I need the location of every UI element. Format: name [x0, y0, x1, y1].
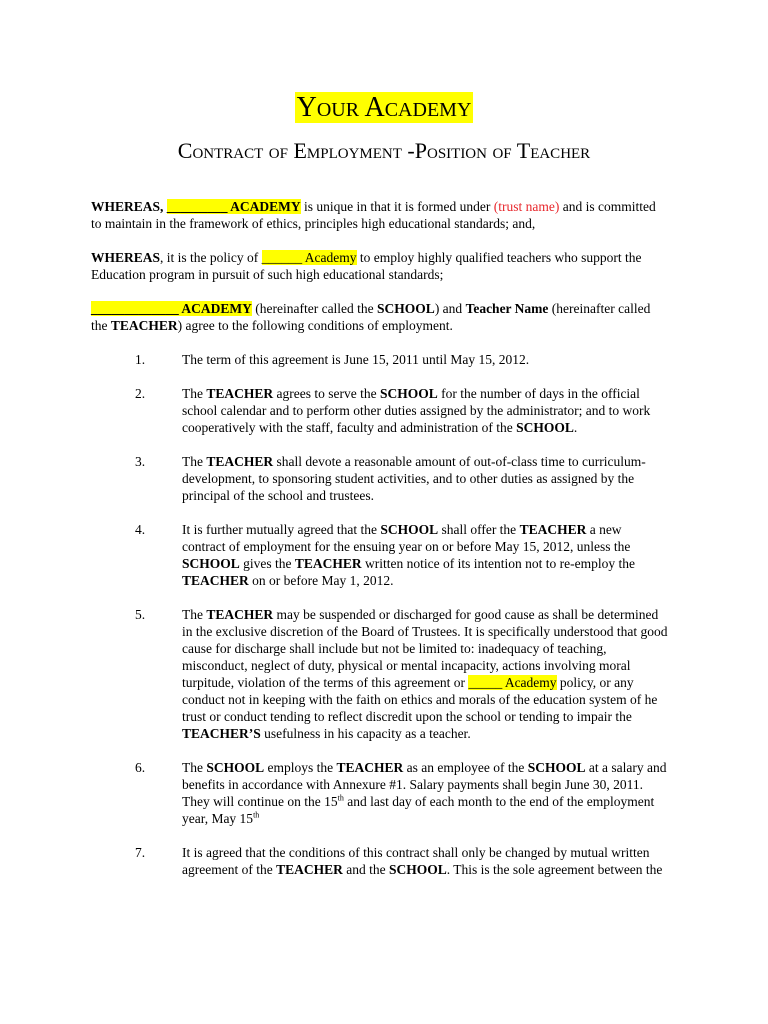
text-run: to employ highly qualified teachers who support the Education program in pursuit of such high educational standards; [91, 250, 642, 282]
clause-number: 5. [135, 607, 146, 622]
text-run: It is further mutually agreed that the [182, 522, 381, 537]
ordinal-suffix: th [337, 793, 344, 803]
text-run: shall devote a reasonable amount of out-of-class time to curriculum-development, to sponsoring student activities, and to other duties as assigned by the principal of the school and trustees. [182, 454, 646, 503]
text-run: . This is the sole agreement between the [446, 862, 663, 877]
clause-number: 1. [135, 352, 146, 367]
teacher-term: TEACHER [182, 573, 249, 588]
clause-number: 7. [135, 845, 146, 860]
clause-item [91, 606, 668, 742]
school-term: SCHOOL [527, 760, 586, 775]
clause-number: 3. [135, 454, 146, 469]
text-run: ) and [434, 301, 466, 316]
ordinal-suffix: th [253, 810, 260, 820]
text-run: on or before May 1, 2012. [248, 573, 394, 588]
whereas-paragraph-2 [91, 249, 668, 283]
text-run: It is agreed that the conditions of this contract shall only be changed by mutual written agreement of the [182, 845, 650, 877]
school-term: SCHOOL [377, 301, 435, 316]
teacher-term: TEACHER’S [182, 726, 261, 741]
clause-item [91, 351, 668, 368]
teacher-term: TEACHER [276, 862, 343, 877]
school-term: SCHOOL [380, 522, 439, 537]
text-run: (hereinafter called the [251, 301, 378, 316]
text-run: ) agree to the following conditions of employment. [177, 318, 453, 333]
document-title [0, 92, 768, 124]
text-run: for the number of days in the official school calendar and to perform other duties assigned by the administrator; and to work cooperatively with the staff, faculty and administration of the [182, 386, 651, 435]
text-run: policy, or any conduct not in keeping with the faith on ethics and morals of the education system of he trust or conduct tending to reflect discredit upon the school or tending to impair the [182, 675, 658, 724]
teacher-term: TEACHER [206, 454, 274, 469]
text-run: shall offer the [438, 522, 520, 537]
text-run: gives the [239, 556, 295, 571]
teacher-term: TEACHER [294, 556, 362, 571]
clause-list [91, 351, 668, 878]
academy-blank: _____ Academy [468, 675, 557, 690]
text-run: The [182, 760, 207, 775]
text-run: The term of this agreement is June 15, 2011 until May 15, 2012. [182, 352, 530, 367]
text-run: and the [342, 862, 389, 877]
teacher-term: TEACHER [110, 318, 178, 333]
teacher-term: TEACHER [519, 522, 587, 537]
text-run: agrees to serve the [273, 386, 380, 401]
teacher-name-placeholder: Teacher Name [465, 301, 549, 316]
teacher-term: TEACHER [206, 386, 274, 401]
whereas-lead: WHEREAS, [91, 199, 164, 214]
academy-blank: _________ ACADEMY [166, 199, 301, 214]
clause-item [91, 453, 668, 504]
teacher-term: TEACHER [206, 607, 274, 622]
school-term: SCHOOL [388, 862, 447, 877]
academy-blank: _____________ ACADEMY [91, 301, 252, 316]
contract-body [91, 198, 668, 895]
school-term: SCHOOL [206, 760, 265, 775]
text-run: The [182, 454, 207, 469]
whereas-paragraph-1 [91, 198, 668, 232]
text-run: . [573, 420, 578, 435]
text-run: at a salary and benefits in accordance with Annexure #1. Salary payments shall begin June 30, 2011. They will continue on the 15 [182, 760, 667, 809]
clause-item [91, 385, 668, 436]
text-run: employs the [264, 760, 337, 775]
clause-number: 2. [135, 386, 146, 401]
text-run: a new contract of employment for the ensuing year on or before May 15, 2012, unless the [182, 522, 631, 554]
document-subtitle: Contract of Employment -Position of Teacher [177, 138, 591, 163]
school-term: SCHOOL [379, 386, 438, 401]
whereas-lead: WHEREAS [91, 250, 161, 265]
text-run: and last day of each month to the end of the employment year, May 15 [182, 794, 655, 826]
trust-name-placeholder: (trust name) [493, 199, 560, 214]
clause-item [91, 521, 668, 589]
text-run: written notice of its intention not to re-employ the [361, 556, 635, 571]
text-run: is unique in that it is formed under [300, 199, 494, 214]
school-term: SCHOOL [516, 420, 574, 435]
text-run: (hereinafter called the [91, 301, 651, 333]
clause-number: 6. [135, 760, 146, 775]
text-run: and is committed to maintain in the framework of ethics, principles high educational standards; and, [91, 199, 656, 231]
text-run: as an employee of the [403, 760, 528, 775]
academy-blank: ______ Academy [261, 250, 357, 265]
academy-name-highlight: Your Academy [296, 92, 472, 123]
text-run: usefulness in his capacity as a teacher. [260, 726, 471, 741]
parties-paragraph [91, 300, 668, 334]
clause-item [91, 759, 668, 827]
clause-item [91, 844, 668, 878]
teacher-term: TEACHER [336, 760, 404, 775]
text-run: The [182, 607, 207, 622]
text-run: may be suspended or discharged for good cause as shall be determined in the exclusive discretion of the Board of Trustees. It is specifically understood that good cause for discharge shall include but not be limited to: inadequacy of teaching, misconduct, neglect of duty, physical or mental incapacity, actions involving moral turpitude, violation of the terms of this agreement or [182, 607, 668, 690]
clause-number: 4. [135, 522, 146, 537]
text-run: The [182, 386, 207, 401]
text-run: , it is the policy of [160, 250, 262, 265]
school-term: SCHOOL [182, 556, 240, 571]
